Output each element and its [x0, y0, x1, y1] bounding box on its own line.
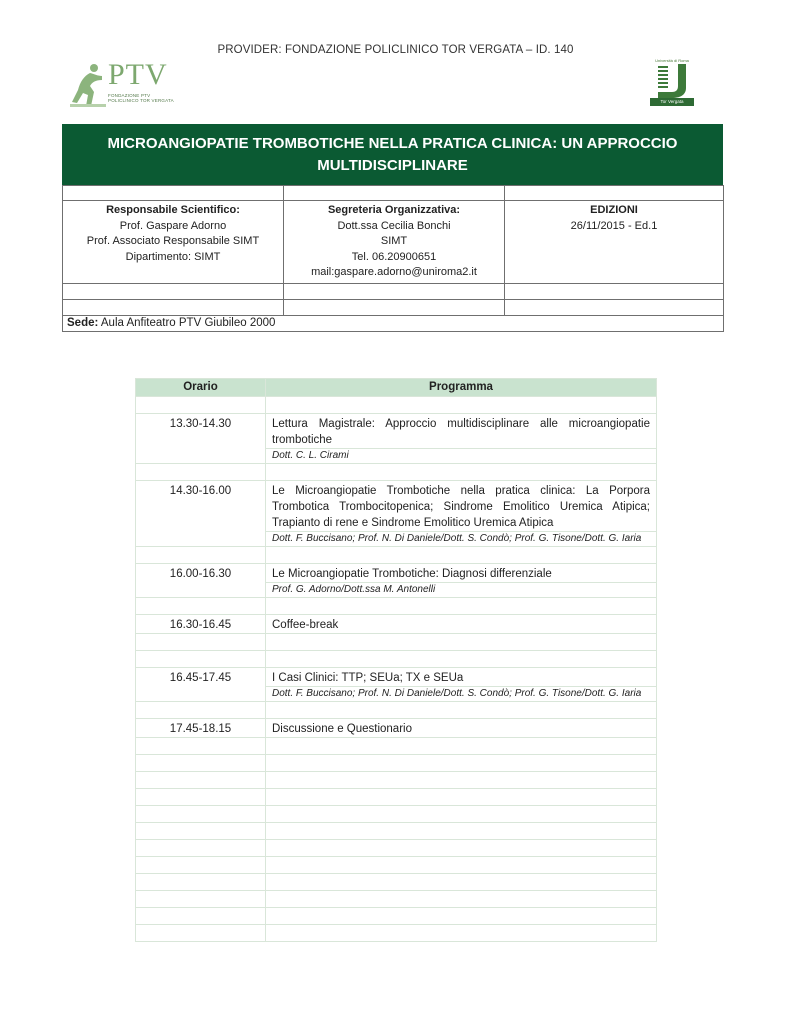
- program-row: [136, 481, 657, 532]
- program-spacer-row: [136, 598, 657, 615]
- program-spacer-row: [136, 702, 657, 719]
- program-row: [136, 719, 657, 738]
- university-logo-bottom: Tor Vergata: [650, 98, 694, 106]
- responsabile-line: Prof. Associato Responsabile SIMT: [86, 235, 260, 247]
- program-time: 13.30-14.30: [136, 414, 266, 464]
- program-row: [136, 414, 657, 449]
- program-speaker: Prof. G. Adorno/Dott.ssa M. Antonelli: [266, 583, 657, 598]
- program-empty-row: [136, 772, 657, 789]
- sede-value: Aula Anfiteatro PTV Giubileo 2000: [98, 316, 276, 329]
- program-text: I Casi Clinici: TTP; SEUa; TX e SEUa: [266, 668, 657, 687]
- program-speaker: Dott. F. Buccisano; Prof. N. Di Daniele/Dott. S. Condò; Prof. G. Tisone/Dott. G. Iaria: [266, 532, 657, 547]
- info-main-row: [63, 201, 724, 284]
- program-time: 16.00-16.30: [136, 564, 266, 598]
- segreteria-line: Dott.ssa Cecilia Bonchi: [337, 219, 451, 232]
- program-empty-row: [136, 823, 657, 840]
- sede-row: [63, 315, 724, 332]
- program-spacer-row: [136, 634, 657, 651]
- responsabile-line: Dipartimento: SIMT: [125, 250, 221, 263]
- info-empty-row: [63, 283, 724, 299]
- responsabile-label: Responsabile Scientifico:: [106, 204, 240, 216]
- program-empty-row: [136, 857, 657, 874]
- info-spacer-row: [63, 186, 724, 201]
- program-row: [136, 564, 657, 583]
- edizioni-value: 26/11/2015 - Ed.1: [570, 219, 658, 232]
- program-time: 16.45-17.45: [136, 668, 266, 702]
- segreteria-line: SIMT: [380, 235, 408, 247]
- segreteria-email: mail:gaspare.adorno@uniroma2.it: [311, 266, 477, 278]
- program-spacer-row: [136, 397, 657, 414]
- responsabile-line: Prof. Gaspare Adorno: [119, 219, 227, 232]
- program-header-row: [136, 379, 657, 397]
- program-empty-row: [136, 738, 657, 755]
- course-title: MICROANGIOPATIE TROMBOTICHE NELLA PRATICA CLINICA: UN APPROCCIO MULTIDISCIPLINARE: [62, 124, 723, 185]
- ptv-logo: [68, 60, 178, 112]
- header-programma: Programma: [266, 379, 657, 397]
- program-spacer-row: [136, 464, 657, 481]
- program-empty-row: [136, 789, 657, 806]
- program-empty-row: [136, 874, 657, 891]
- ptv-logo-subtitle: FONDAZIONE PTV POLICLINICO TOR VERGATA: [108, 93, 174, 103]
- program-empty-row: [136, 806, 657, 823]
- program-time: 16.30-16.45: [136, 615, 266, 634]
- program-text: Le Microangiopatie Trombotiche nella pratica clinica: La Porpora Trombotica Trombocitopenica; Sindrome Emolitico Uremica Atipica; Trapianto di rene e Sindrome Emolitico Uremica Atipica: [266, 481, 657, 532]
- info-table: [62, 185, 724, 332]
- edizioni-label: EDIZIONI: [590, 204, 638, 216]
- sede-label: Sede:: [67, 316, 99, 329]
- program-speaker: Dott. F. Buccisano; Prof. N. Di Daniele/Dott. S. Condò; Prof. G. Tisone/Dott. G. Iaria: [266, 687, 657, 702]
- program-spacer-row: [136, 651, 657, 668]
- program-time: 14.30-16.00: [136, 481, 266, 547]
- program-time: 17.45-18.15: [136, 719, 266, 738]
- program-text: Coffee-break: [266, 615, 657, 634]
- header-orario: Orario: [136, 379, 266, 397]
- program-text: Discussione e Questionario: [266, 719, 657, 738]
- university-u-icon: [650, 64, 694, 98]
- program-table: [135, 378, 657, 942]
- program-text: Lettura Magistrale: Approccio multidisciplinare alle microangiopatie trombotiche: [266, 414, 657, 449]
- ptv-figure-icon: [68, 62, 112, 108]
- university-logo: [650, 58, 694, 106]
- program-empty-row: [136, 840, 657, 857]
- provider-header: PROVIDER: FONDAZIONE POLICLINICO TOR VERGATA – ID. 140: [217, 44, 574, 56]
- segreteria-line: Tel. 06.20900651: [351, 250, 437, 263]
- program-row: [136, 615, 657, 634]
- info-empty-row: [63, 299, 724, 315]
- program-spacer-row: [136, 547, 657, 564]
- program-empty-row: [136, 891, 657, 908]
- program-speaker: Dott. C. L. Cirami: [266, 449, 657, 464]
- program-empty-row: [136, 925, 657, 942]
- university-logo-top: Università di Roma: [655, 58, 689, 63]
- segreteria-label: Segreteria Organizzativa:: [327, 204, 461, 216]
- program-empty-row: [136, 908, 657, 925]
- ptv-logo-text: PTV: [108, 58, 168, 91]
- program-text: Le Microangiopatie Trombotiche: Diagnosi differenziale: [266, 564, 657, 583]
- program-empty-row: [136, 755, 657, 772]
- program-row: [136, 668, 657, 687]
